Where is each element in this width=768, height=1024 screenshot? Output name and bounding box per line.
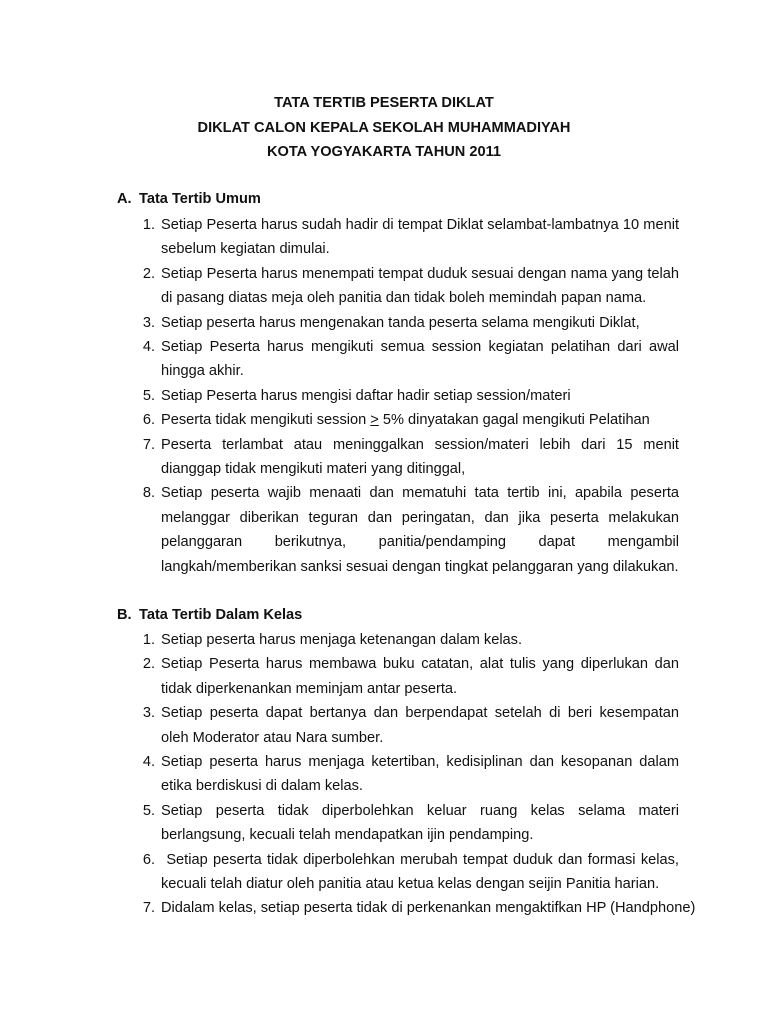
title-line-3: KOTA YOGYAKARTA TAHUN 2011 [266, 144, 502, 161]
item-text: Setiap peserta harus menjaga ketertiban, kedisiplinan dan kesopanan dalam etika berdiskusi di dalam kelas. [161, 754, 679, 795]
section-a-heading [117, 188, 261, 210]
list-item [0, 848, 768, 897]
item-number: 3. [142, 314, 155, 331]
title-line-2: DIKLAT CALON KEPALA SEKOLAH MUHAMMADIYAH [197, 119, 571, 136]
item-number: 1. [142, 632, 155, 648]
item-text: Setiap peserta harus menjaga ketenangan dalam kelas. [161, 632, 523, 648]
list-item [0, 311, 768, 335]
item-text: Peserta terlambat atau meninggalkan session/materi lebih dari 15 menit dianggap tidak mengikuti materi yang ditinggal, [161, 436, 679, 478]
section-b-heading [117, 604, 302, 626]
section-title: Tata Tertib Dalam Kelas [139, 607, 303, 623]
section-a-list [0, 213, 768, 579]
item-number: 2. [142, 265, 155, 282]
list-item [0, 213, 768, 262]
list-item [0, 262, 768, 311]
list-item [0, 481, 768, 579]
list-item [0, 799, 768, 848]
section-letter: B. [117, 607, 132, 623]
list-item [0, 408, 768, 432]
document-title [0, 91, 768, 165]
section-b-list [0, 628, 768, 921]
item-text: Setiap peserta wajib menaati dan mematuhi tata tertib ini, apabila peserta melanggar diberikan teguran dan peringatan, dan jika peserta melakukan pelanggaran berikutnya, panitia/pendamping dapat mengambil langkah/memberikan sanksi sesuai dengan tingkat pelanggaran yang dilakukan. [161, 485, 679, 575]
item-number: 5. [142, 387, 155, 404]
item-number: 1. [142, 217, 155, 233]
list-item [0, 701, 768, 750]
item-text: Setiap Peserta harus sudah hadir di tempat Diklat selambat-lambatnya 10 menit sebelum kegiatan dimulai. [161, 217, 679, 258]
list-item [0, 384, 768, 408]
list-item [0, 628, 768, 652]
item-text: Setiap Peserta harus mengisi daftar hadir setiap session/materi [161, 387, 571, 404]
item-number: 5. [142, 802, 155, 819]
item-text: Didalam kelas, setiap peserta tidak di perkenankan mengaktifkan HP (Handphone) [161, 900, 696, 917]
item-text: Setiap peserta tidak diperbolehkan merubah tempat duduk dan formasi kelas, kecuali telah diatur oleh panitia atau ketua kelas dengan seijin Panitia harian. [161, 851, 684, 893]
item-text: Setiap peserta dapat bertanya dan berpendapat setelah di beri kesempatan oleh Moderator atau Nara sumber. [161, 705, 679, 746]
item-text-after: 5% dinyatakan gagal mengikuti Pelatihan [378, 412, 650, 429]
item-number: 8. [142, 485, 155, 502]
item-text: Setiap Peserta harus mengikuti semua session kegiatan pelatihan dari awal hingga akhir. [161, 339, 679, 380]
section-title: Tata Tertib Umum [139, 191, 261, 207]
section-letter: A. [117, 191, 132, 207]
item-text: Setiap peserta harus mengenakan tanda peserta selama mengikuti Diklat, [161, 314, 640, 331]
item-number: 3. [142, 705, 155, 722]
list-item [0, 335, 768, 384]
item-text-before: Peserta tidak mengikuti session [161, 412, 371, 429]
list-item [0, 433, 768, 482]
item-number: 7. [142, 900, 155, 917]
item-number: 6. [142, 851, 155, 868]
item-text: Setiap Peserta harus menempati tempat duduk sesuai dengan nama yang telah di pasang diatas meja oleh panitia dan tidak boleh memindah papan nama. [161, 265, 679, 307]
item-number: 4. [142, 339, 155, 356]
list-item [0, 750, 768, 799]
item-number: 7. [142, 436, 155, 453]
item-text [161, 408, 679, 432]
item-number: 4. [142, 754, 155, 771]
greater-equal-symbol: > [370, 412, 379, 429]
list-item [0, 652, 768, 701]
list-item [0, 896, 768, 920]
item-number: 6. [142, 412, 155, 429]
item-number: 2. [142, 656, 155, 673]
title-line-1: TATA TERTIB PESERTA DIKLAT [274, 95, 494, 111]
item-text: Setiap peserta tidak diperbolehkan keluar ruang kelas selama materi berlangsung, kecuali telah mendapatkan ijin pendamping. [161, 802, 679, 844]
item-text: Setiap Peserta harus membawa buku catatan, alat tulis yang diperlukan dan tidak diperkenankan meminjam antar peserta. [161, 656, 679, 697]
